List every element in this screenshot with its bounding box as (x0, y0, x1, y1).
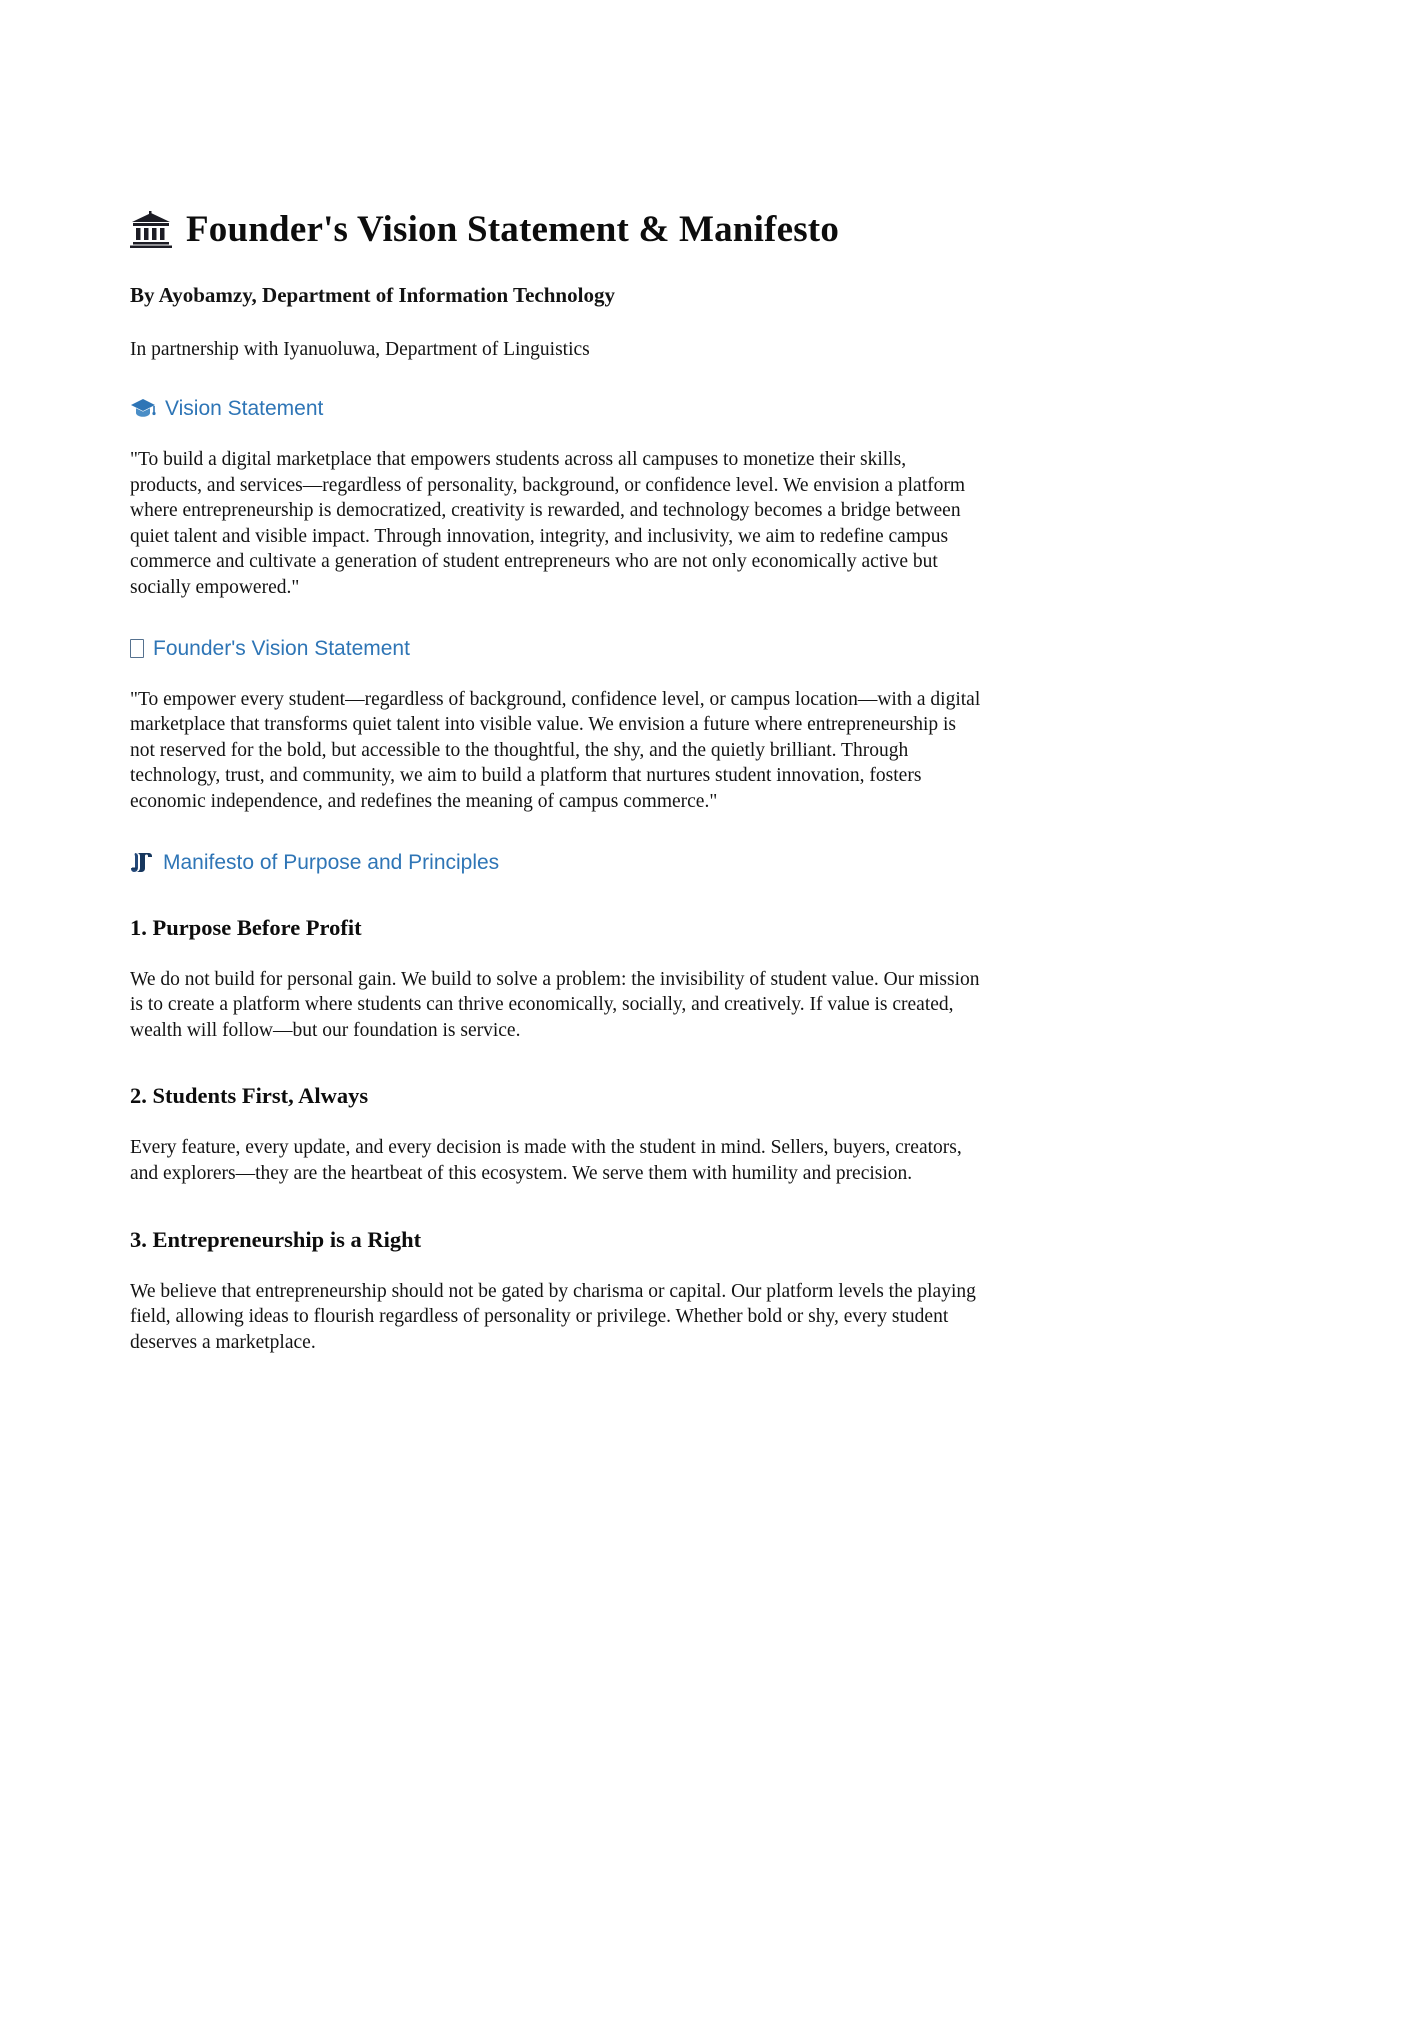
founders-vision-heading-text: Founder's Vision Statement (153, 636, 410, 660)
principle-3-heading: 3. Entrepreneurship is a Right (130, 1226, 422, 1252)
classical-building-icon (130, 211, 172, 248)
page-title (130, 208, 982, 251)
scroll-icon (130, 851, 154, 874)
vision-statement-text: "To build a digital marketplace that empowers students across all campuses to monetize their skills, products, and services—regardless of personality, background, or confidence level. We envision a platform where entrepreneurship is democratized, creativity is rewarded, and technology becomes a bridge between quiet talent and visible impact. Through innovation, integrity, and inclusivity, we aim to redefine campus commerce and cultivate a generation of student entrepreneurs who are not only economically active but socially empowered." (130, 449, 966, 598)
principle-1-heading: 1. Purpose Before Profit (130, 914, 362, 940)
vision-statement-heading (130, 397, 982, 421)
byline: By Ayobamzy, Department of Information Technology (130, 283, 615, 307)
manifesto-heading (130, 851, 982, 875)
founders-vision-text: "To empower every student—regardless of background, confidence level, or campus location—with a digital marketplace that transforms quiet talent into visible value. We envision a future where entrepreneurship is not reserved for the bold, but accessible to the thoughtful, the shy, and the quietly brilliant. Through technology, trust, and community, we aim to build a platform that nurtures student innovation, fosters economic independence, and redefines the meaning of campus commerce." (130, 688, 981, 812)
principle-3-text: We believe that entrepreneurship should not be gated by charisma or capital. Our platform levels the playing field, allowing ideas to flourish regardless of personality or privilege. Whether bold or shy, every student deserves a marketplace. (130, 1280, 976, 1353)
principle-1-text: We do not build for personal gain. We build to solve a problem: the invisibility of student value. Our mission is to create a platform where students can thrive economically, socially, and creatively. If value is created, wealth will follow—but our foundation is service. (130, 968, 980, 1041)
missing-glyph-icon (130, 639, 144, 658)
founders-vision-heading (130, 637, 982, 661)
partnership-line: In partnership with Iyanuoluwa, Department of Linguistics (130, 339, 590, 360)
vision-statement-heading-text: Vision Statement (165, 397, 324, 420)
principle-2-heading: 2. Students First, Always (130, 1083, 369, 1109)
graduation-cap-icon (130, 398, 156, 420)
document-content (130, 208, 982, 1355)
principle-2-text: Every feature, every update, and every decision is made with the student in mind. Sellers, buyers, creators, and explorers—they are the heartbeat of this ecosystem. We serve them with humility and precision. (130, 1137, 962, 1184)
page-title-text: Founder's Vision Statement & Manifesto (186, 209, 840, 250)
manifesto-heading-text: Manifesto of Purpose and Principles (163, 850, 500, 874)
